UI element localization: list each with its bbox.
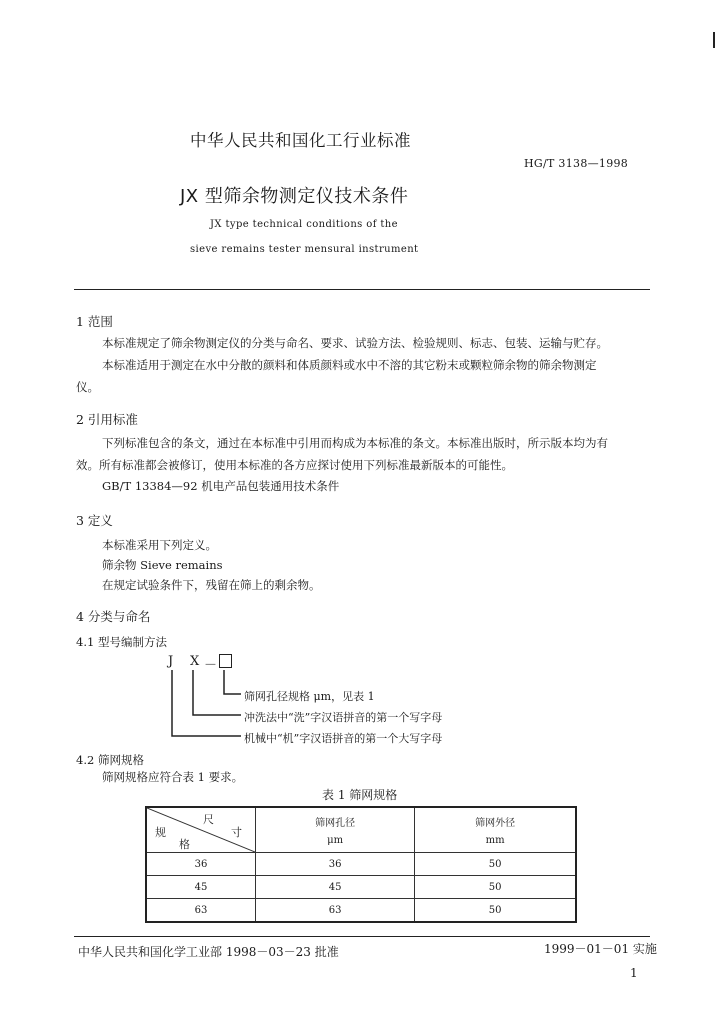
standard-organization: 中华人民共和国化工行业标准 [190,131,411,150]
cell-spec: 45 [146,876,256,899]
table-row [146,853,576,876]
model-label-wash: 冲洗法中“洗”字汉语拼音的第一个写字母 [244,711,443,724]
footer-divider [74,936,650,937]
diag-label-bottom: 格 [179,838,190,851]
table-header-row [146,807,576,853]
section-2-para1-cont: 效。所有标准都会被修订，使用本标准的各方应探讨使用下列标准最新版本的可能性。 [76,458,513,472]
table-caption: 表 1 筛网规格 [322,788,398,802]
section-1-heading: 1 范围 [76,314,113,329]
model-size-box [219,654,232,668]
section-3-term: 筛余物 Sieve remains [102,558,223,572]
diag-label-top: 尺 [203,813,214,826]
cell-aperture: 45 [256,876,415,899]
page-number: 1 [630,966,638,980]
model-dash: － [204,658,218,673]
diag-label-right: 寸 [231,826,242,839]
english-title-line2: sieve remains tester mensural instrument [190,244,419,255]
section-1-para2: 本标准适用于测定在水中分散的颜料和体质颜料或水中不溶的其它粉末或颗粒筛余物的筛余物测定 [102,358,597,372]
document-title: JX 型筛余物测定仪技术条件 [180,186,409,207]
diagonal-header-cell [146,807,256,853]
sieve-spec-table [145,806,577,923]
effective-date: 1999－01－01 实施 [544,942,657,956]
header-aperture [256,807,415,853]
model-code-bracket-lines [165,668,255,746]
section-4-2-heading: 4.2 筛网规格 [76,753,144,767]
section-4-1-heading: 4.1 型号编制方法 [76,635,167,649]
section-4-2-text: 筛网规格应符合表 1 要求。 [102,770,244,784]
model-label-machine: 机械中“机”字汉语拼音的第一个大写字母 [244,732,443,745]
cell-aperture: 36 [256,853,415,876]
section-2-para1: 下列标准包含的条文，通过在本标准中引用而构成为本标准的条文。本标准出版时，所示版本均为有 [102,436,608,450]
section-2-reference: GB/T 13384—92 机电产品包装通用技术条件 [102,479,340,493]
scan-edge-mark [713,32,715,48]
cell-aperture: 63 [256,899,415,923]
model-label-size: 筛网孔径规格 μm，见表 1 [244,690,375,703]
cell-spec: 63 [146,899,256,923]
english-title-line1: JX type technical conditions of the [210,219,398,230]
standard-code: HG/T 3138—1998 [524,157,629,170]
header-aperture-unit: μm [327,835,344,846]
model-letter-x: X [190,654,200,669]
table-row [146,899,576,923]
section-2-heading: 2 引用标准 [76,412,138,427]
section-3-heading: 3 定义 [76,513,113,528]
header-diameter-unit: mm [485,835,505,846]
header-diameter [415,807,576,853]
cell-spec: 36 [146,853,256,876]
section-1-para1: 本标准规定了筛余物测定仪的分类与命名、要求、试验方法、检验规则、标志、包装、运输与贮存。 [102,336,608,350]
section-3-para1: 本标准采用下列定义。 [102,538,217,552]
model-letter-j: J [168,654,174,669]
header-aperture-label: 筛网孔径 [315,818,356,829]
table-row [146,876,576,899]
approval-line: 中华人民共和国化学工业部 1998－03－23 批准 [78,945,339,959]
cell-diameter: 50 [415,853,576,876]
header-divider [74,289,650,290]
cell-diameter: 50 [415,899,576,923]
diag-label-left: 规 [155,826,166,839]
section-1-para2-cont: 仪。 [76,380,99,394]
cell-diameter: 50 [415,876,576,899]
section-3-definition: 在规定试验条件下，残留在筛上的剩余物。 [102,578,321,592]
header-diameter-label: 筛网外径 [475,818,516,829]
section-4-heading: 4 分类与命名 [76,609,151,624]
